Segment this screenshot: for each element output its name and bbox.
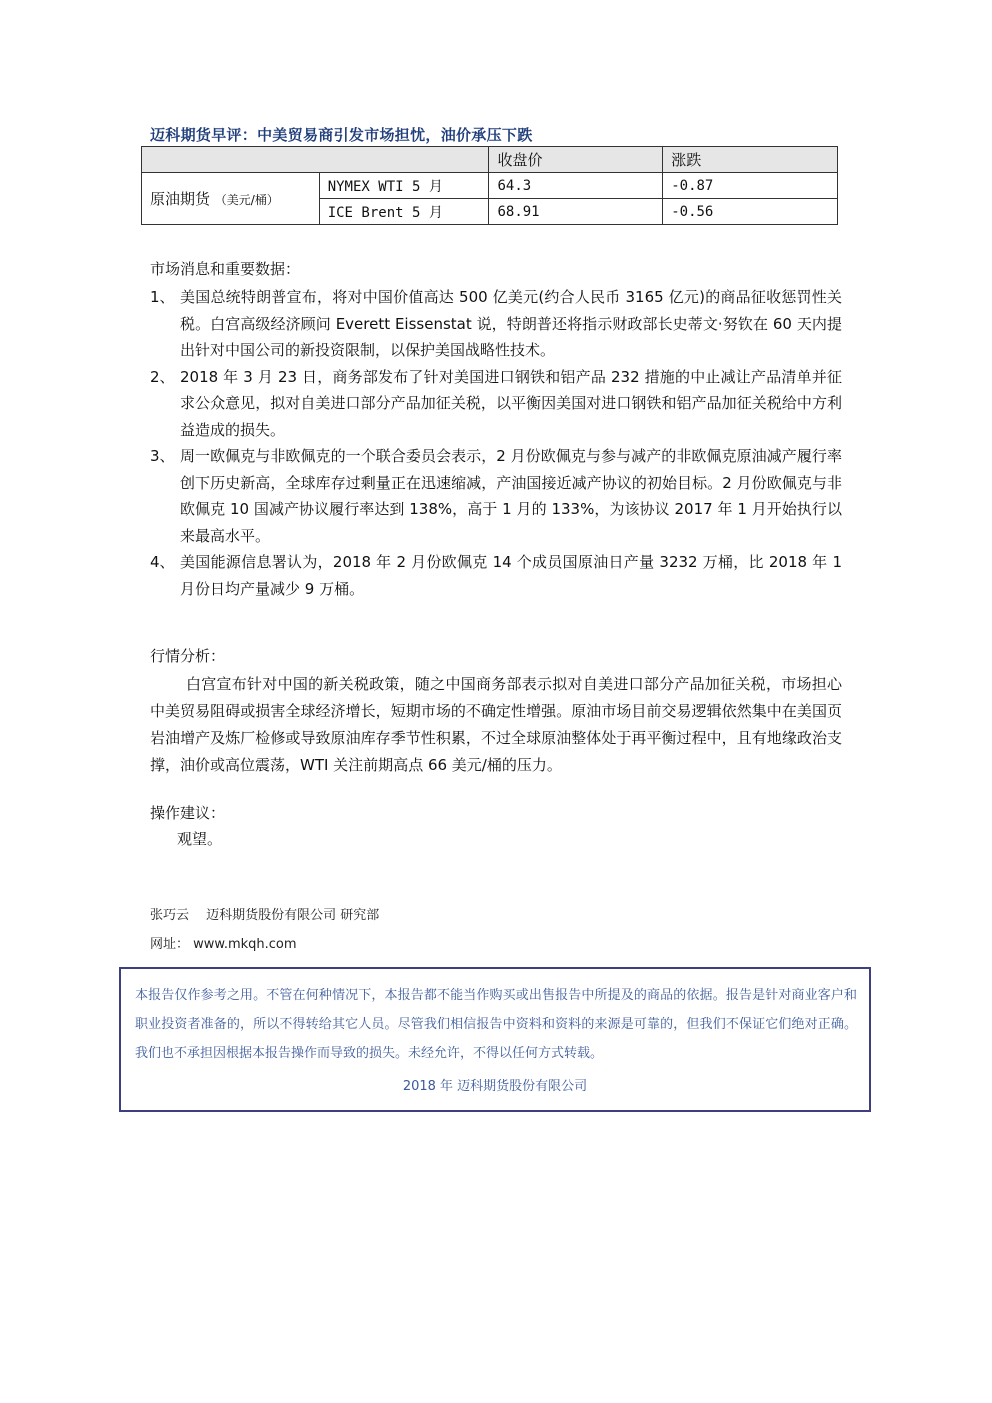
website-line: 网址： www.mkqh.com xyxy=(150,937,297,952)
category-cell xyxy=(142,173,320,225)
list-item-number: 1、 xyxy=(150,288,175,306)
contract-cell: NYMEX WTI 5 月 xyxy=(319,173,489,199)
disclaimer-copyright: 2018 年 迈科期货股份有限公司 xyxy=(402,1079,588,1094)
table-header-row xyxy=(142,147,838,173)
disclaimer-text: 本报告仅作参考之用。不管在何种情况下，本报告都不能当作购买或出售报告中所提及的商品的依据。报告是针对商业客户和职业投资者准备的，所以不得转给其它人员。尽管我们相信报告中资料和资料的来源是可靠的，但我们不保证它们绝对正确。我们也不承担因根据本报告操作而导致的损失。未经允许，不得以任何方式转载。 xyxy=(135,988,857,1061)
list-item-text: 美国总统特朗普宣布，将对中国价值高达 500 亿美元(约合人民币 3165 亿元)的商品征收惩罚性关税。白宫高级经济顾问 Everett Eissenstat 说，特朗普还将指示财政部长史蒂文·努钦在 60 天内提出针对中国公司的新投资限制，以保护美国战略性技术。 xyxy=(180,288,842,359)
news-heading: 市场消息和重要数据： xyxy=(150,260,301,278)
close-cell: 64.3 xyxy=(489,173,663,199)
category-unit: （美元/桶） xyxy=(214,193,279,207)
category-label: 原油期货 xyxy=(150,190,211,208)
list-item xyxy=(150,364,842,444)
analysis-text: 白宫宣布针对中国的新关税政策，随之中国商务部表示拟对自美进口部分产品加征关税，市场担心中美贸易阻碍或损害全球经济增长，短期市场的不确定性增强。原油市场目前交易逻辑依然集中在美国页岩油增产及炼厂检修或导致原油库存季节性积累，不过全球原油整体处于再平衡过程中，且有地缘政治支撑，油价或高位震荡，WTI 关注前期高点 66 美元/桶的压力。 xyxy=(150,675,842,774)
change-cell: -0.56 xyxy=(663,199,838,225)
table-header-close: 收盘价 xyxy=(489,147,663,173)
advice-text: 观望。 xyxy=(177,830,223,848)
contract-cell: ICE Brent 5 月 xyxy=(319,199,489,225)
close-cell: 68.91 xyxy=(489,199,663,225)
disclaimer-box xyxy=(119,967,871,1112)
advice-heading: 操作建议： xyxy=(150,804,226,822)
list-item-text: 2018 年 3 月 23 日，商务部发布了针对美国进口钢铁和铝产品 232 措施的中止减让产品清单并征求公众意见，拟对自美进口部分产品加征关税，以平衡因美国对进口钢铁和铝产品加征关税给中方利益造成的损失。 xyxy=(180,367,842,439)
list-item xyxy=(150,443,842,549)
list-item-number: 3、 xyxy=(150,447,175,465)
list-item-text: 美国能源信息署认为，2018 年 2 月份欧佩克 14 个成员国原油日产量 3232 万桶，比 2018 年 1 月份日均产量减少 9 万桶。 xyxy=(180,553,842,598)
author-line: 张巧云 迈科期货股份有限公司 研究部 xyxy=(150,908,380,923)
list-item xyxy=(150,549,842,602)
list-item-text: 周一欧佩克与非欧佩克的一个联合委员会表示，2 月份欧佩克与参与减产的非欧佩克原油减产履行率创下历史新高，全球库存过剩量正在迅速缩减，产油国接近减产协议的初始目标。2 月份欧佩克与非欧佩克 10 国减产协议履行率达到 138%，高于 1 月的 133%，为该协议 2017 年 1 月开始执行以来最高水平。 xyxy=(180,447,842,545)
price-table xyxy=(141,146,838,225)
page-title: 迈科期货早评：中美贸易商引发市场担忧，油价承压下跌 xyxy=(150,126,533,144)
list-item-number: 4、 xyxy=(150,553,175,571)
table-row xyxy=(142,173,838,199)
list-item-number: 2、 xyxy=(150,367,175,386)
table-header-change: 涨跌 xyxy=(663,147,838,173)
news-list xyxy=(150,284,842,602)
analysis-heading: 行情分析： xyxy=(150,647,226,665)
table-header-blank xyxy=(142,147,489,173)
list-item xyxy=(150,284,842,364)
change-cell: -0.87 xyxy=(663,173,838,199)
